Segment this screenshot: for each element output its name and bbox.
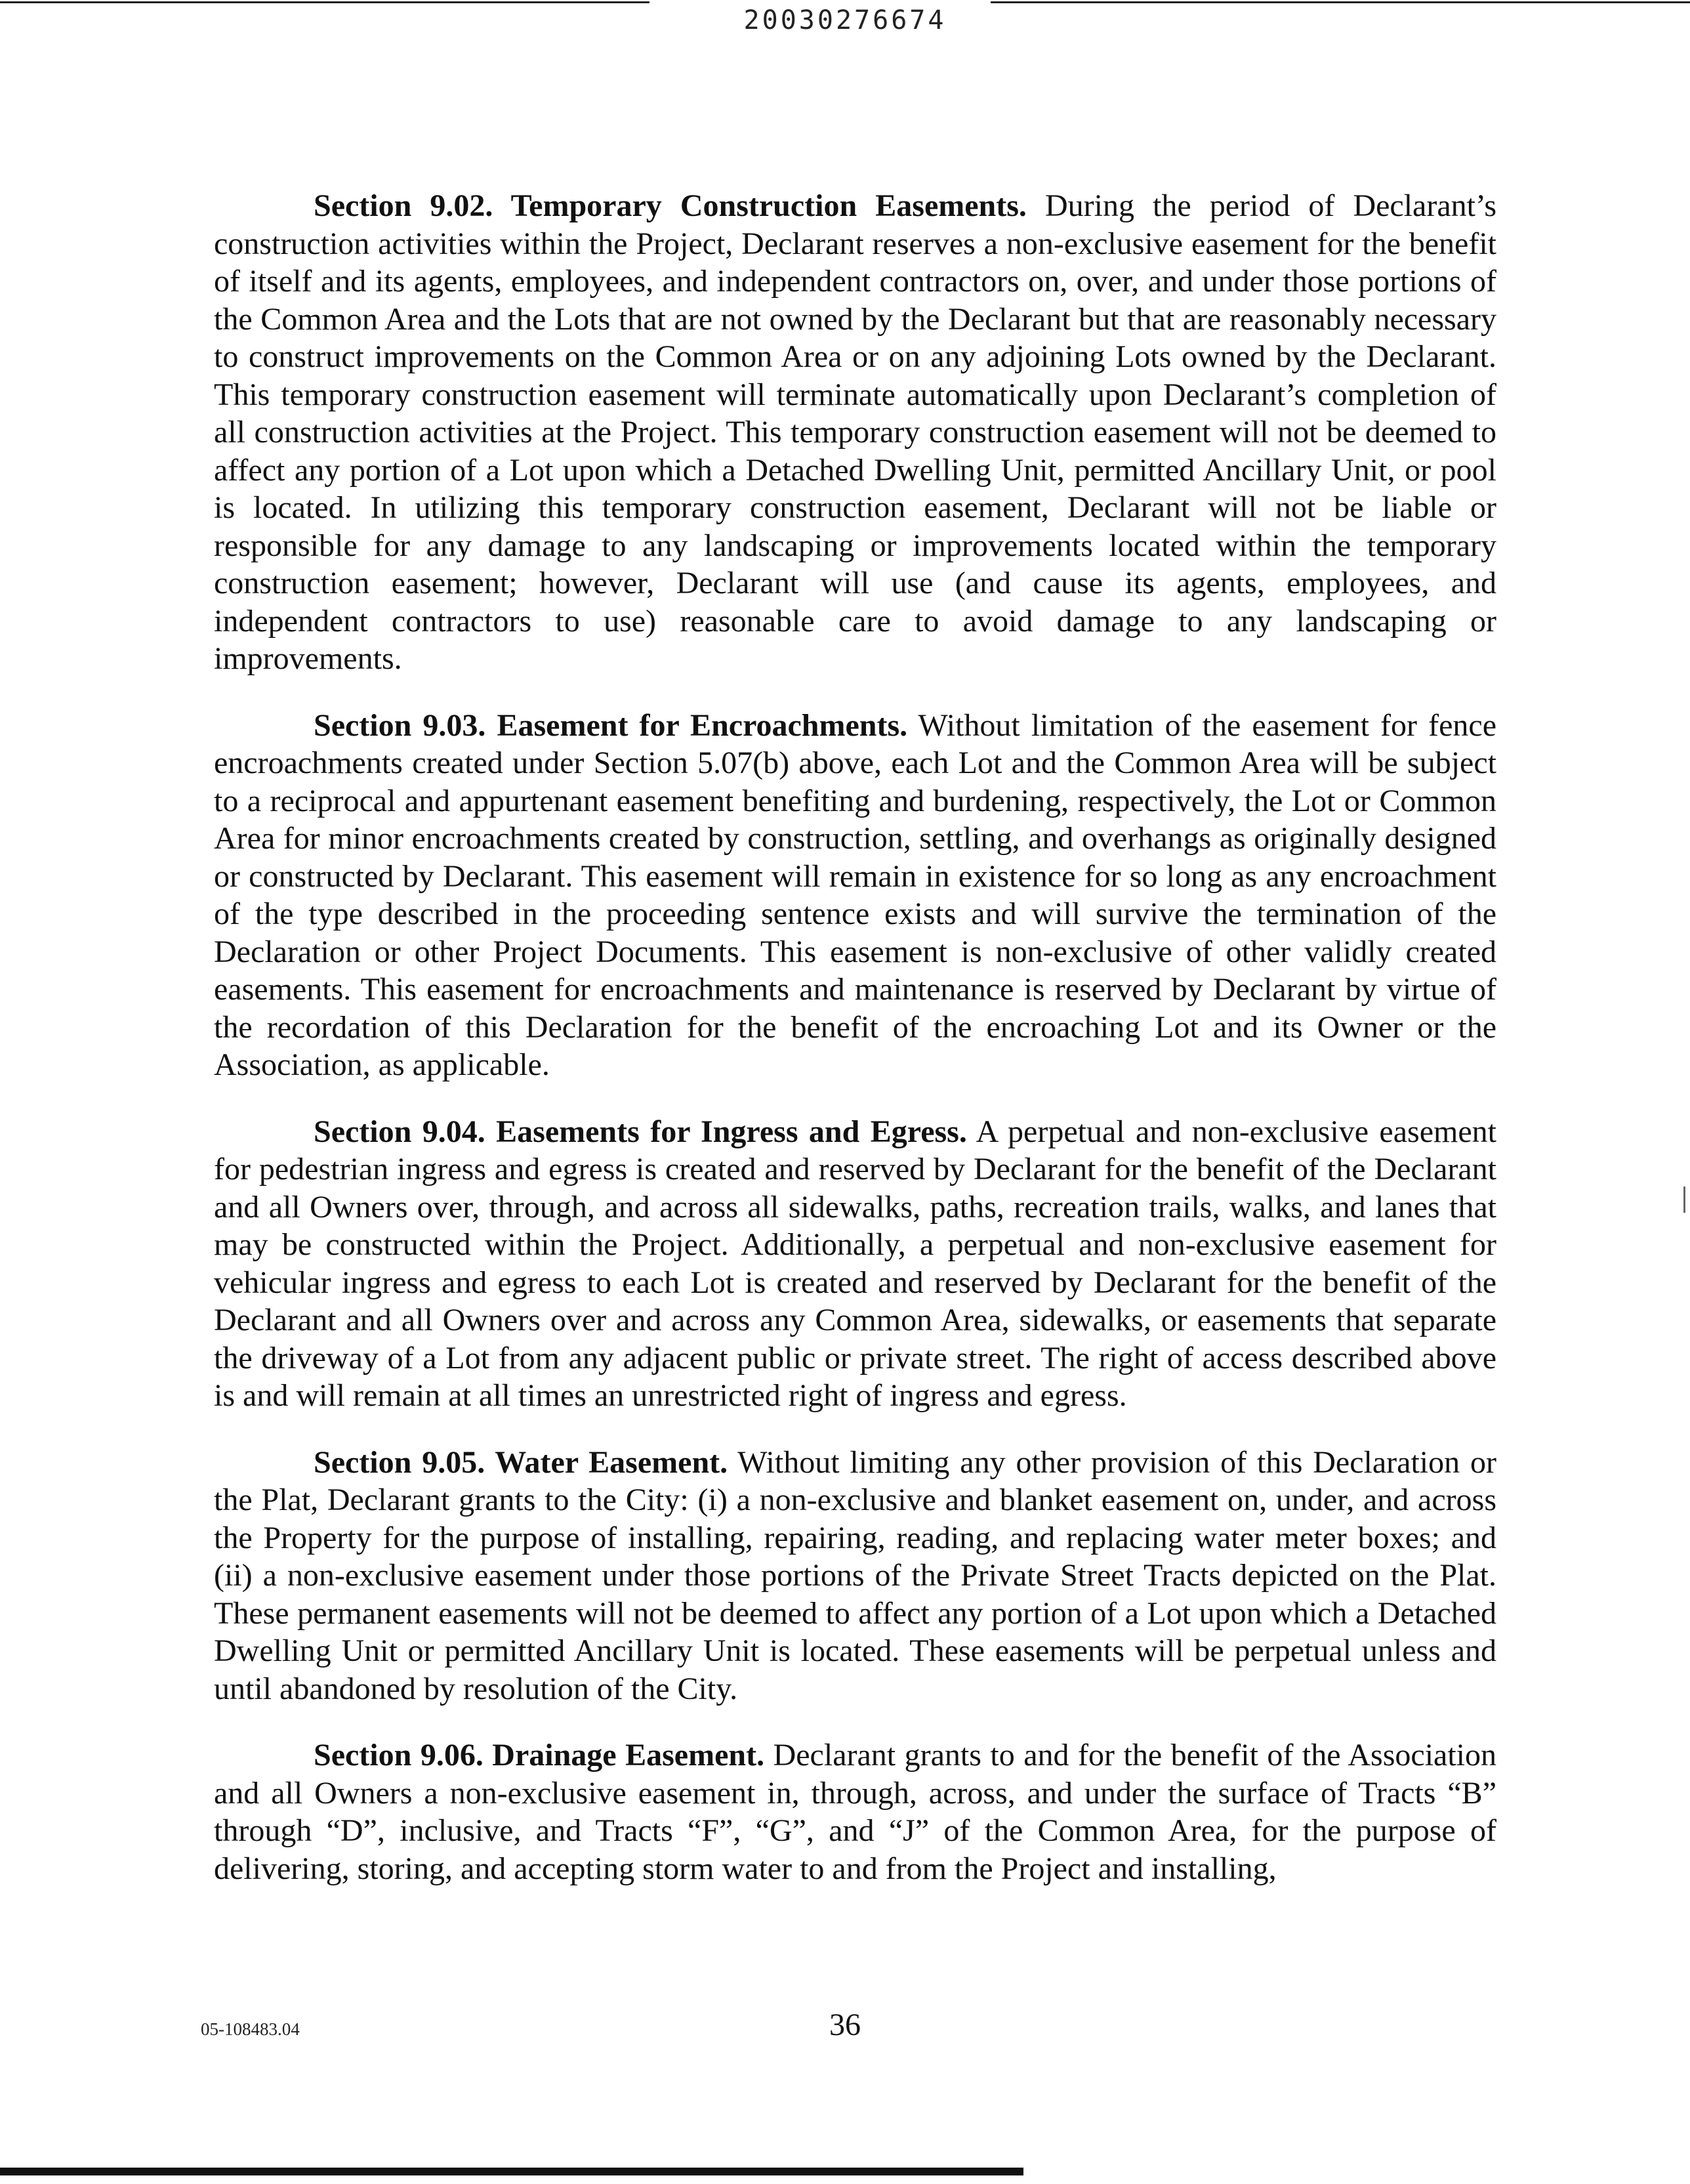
recording-number: 20030276674 [743,5,947,35]
section-9-02 [214,187,1496,678]
bottom-border-rule [0,2168,1023,2175]
section-9-03 [214,707,1496,1084]
section-9-04 [214,1113,1496,1415]
page-number: 36 [829,2007,861,2042]
section-heading: Section 9.03. Easement for Encroachments. [314,707,908,743]
section-heading: Section 9.05. Water Easement. [314,1444,728,1480]
section-body: Declarant grants to and for the benefit of the Association and all Owners a non-exclusive easement in, through, across, and under the surface of Tracts “B” through “D”, inclusive, and Tracts “F”, “G”, and “J” of the Common Area, for the purpose of delivering, storing, and accepting storm water to and from the Project and installing, [214,1738,1497,1886]
section-9-05 [214,1444,1496,1708]
document-body [214,187,1496,1916]
footer-document-id: 05-108483.04 [201,2019,300,2039]
section-heading: Section 9.02. Temporary Construction Easements. [314,188,1027,223]
section-body: A perpetual and non-exclusive easement for pedestrian ingress and egress is created and reserved by Declarant for the benefit of the Declarant and all Owners over, through, and across all sidewalks, paths, recreation trails, walks, and lanes that may be constructed within the Project. Additionally, a perpetual and non-exclusive easement for vehicular ingress and egress to each Lot is created and reserved by Declarant for the benefit of the Declarant and all Owners over and across any Common Area, sidewalks, or easements that separate the driveway of a Lot from any adjacent public or private street. The right of access described above is and will remain at all times an unrestricted right of ingress and egress. [214,1114,1496,1413]
section-heading: Section 9.04. Easements for Ingress and Egress. [314,1114,967,1149]
scan-artifact-mark [1683,1186,1685,1213]
section-heading: Section 9.06. Drainage Easement. [314,1738,765,1773]
section-9-06 [214,1736,1496,1887]
section-body: During the period of Declarant’s construction activities within the Project, Declarant reserves a non-exclusive easement for the benefit of itself and its agents, employees, and independent contractors on, over, and under those portions of the Common Area and the Lots that are not owned by the Declarant but that are reasonably necessary to construct improvements on the Common Area or on any adjoining Lots owned by the Declarant. This temporary construction easement will terminate automatically upon Declarant’s completion of all construction activities at the Project. This temporary construction easement will not be deemed to affect any portion of a Lot upon which a Detached Dwelling Unit, permitted Ancillary Unit, or pool is located. In utilizing this temporary construction easement, Declarant will not be liable or responsible for any damage to any landscaping or improvements located within the temporary construction easement; however, Declarant will use (and cause its agents, employees, and independent contractors to use) reasonable care to avoid damage to any landscaping or improvements. [214,188,1497,676]
section-body: Without limitation of the easement for fence encroachments created under Section 5.07(b) above, each Lot and the Common Area will be subject to a reciprocal and appurtenant easement benefiting and burdening, respectively, the Lot or Common Area for minor encroachments created by construction, settling, and overhangs as originally designed or constructed by Declarant. This easement will remain in existence for so long as any encroachment of the type described in the proceeding sentence exists and will survive the termination of the Declaration or other Project Documents. This easement is non-exclusive of other validly created easements. This easement for encroachments and maintenance is reserved by Declarant by virtue of the recordation of this Declaration for the benefit of the encroaching Lot and its Owner or the Association, as applicable. [214,707,1496,1082]
section-body: Without limiting any other provision of this Declaration or the Plat, Declarant grants to the City: (i) a non-exclusive and blanket easement on, under, and across the Property for the purpose of installing, repairing, reading, and replacing water meter boxes; and (ii) a non-exclusive easement under those portions of the Private Street Tracts depicted on the Plat. These permanent easements will not be deemed to affect any portion of a Lot upon which a Detached Dwelling Unit or permitted Ancillary Unit is located. These easements will be perpetual unless and until abandoned by resolution of the City. [214,1444,1496,1706]
